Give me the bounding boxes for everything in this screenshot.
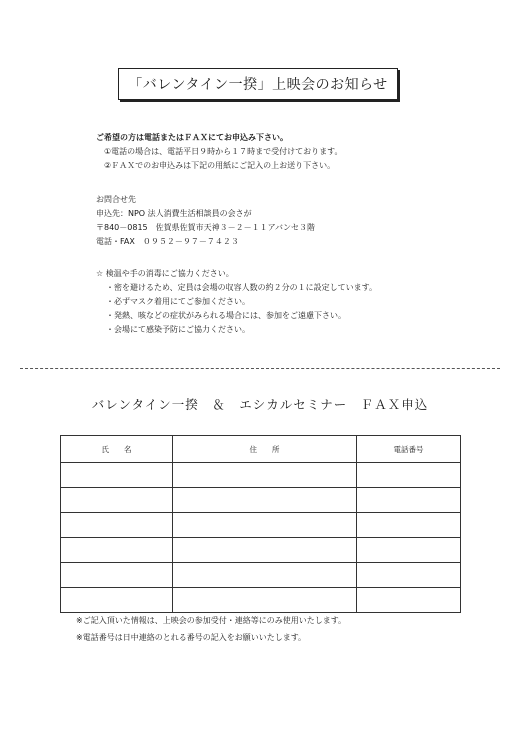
address-cell[interactable] bbox=[173, 463, 357, 488]
name-cell[interactable] bbox=[61, 513, 173, 538]
contact-address: 〒840－0815 佐賀県佐賀市天神３－２－１１アバンセ３階 bbox=[96, 223, 315, 232]
name-cell[interactable] bbox=[61, 463, 173, 488]
contact-section bbox=[96, 193, 315, 249]
column-header-address: 住 所 bbox=[173, 436, 357, 463]
precautions-section bbox=[96, 267, 377, 337]
precaution-item: ・密を避けるため、定員は会場の収容人数の約２分の１に設定しています。 bbox=[106, 283, 378, 292]
contact-heading: お問合せ先 bbox=[96, 195, 136, 204]
fax-application-table bbox=[60, 435, 461, 613]
fax-form-title: バレンタイン一揆 ＆ エシカルセミナー ＦＡＸ申込 bbox=[91, 397, 429, 412]
name-cell[interactable] bbox=[61, 588, 173, 613]
phone-cell[interactable] bbox=[357, 488, 461, 513]
application-section bbox=[96, 131, 343, 173]
column-header-name: 氏 名 bbox=[61, 436, 173, 463]
address-cell[interactable] bbox=[173, 538, 357, 563]
contact-org: 申込先：NPO 法人消費生活相談員の会さが bbox=[96, 209, 252, 218]
footnote-privacy: ※ご記入頂いた情報は、上映会の参加受付・連絡等にのみ使用いたします。 bbox=[76, 616, 347, 625]
application-heading: ご希望の方は電話またはＦＡＸにてお申込み下さい。 bbox=[96, 133, 288, 142]
name-cell[interactable] bbox=[61, 563, 173, 588]
application-item-phone: ①電話の場合は、電話平日９時から１７時まで受付けております。 bbox=[104, 147, 343, 156]
cut-line bbox=[20, 368, 500, 369]
footnote-phone: ※電話番号は日中連絡のとれる番号の記入をお願いいたします。 bbox=[76, 633, 307, 642]
phone-cell[interactable] bbox=[357, 588, 461, 613]
contact-phone: 電話・FAX ０９５２－９７－７４２３ bbox=[96, 237, 239, 246]
phone-cell[interactable] bbox=[357, 538, 461, 563]
address-cell[interactable] bbox=[173, 588, 357, 613]
table-row bbox=[61, 513, 461, 538]
table-row bbox=[61, 588, 461, 613]
phone-cell[interactable] bbox=[357, 513, 461, 538]
precaution-item: ・発熱、咳などの症状がみられる場合には、参加をご遠慮下さい。 bbox=[106, 311, 346, 320]
phone-cell[interactable] bbox=[357, 463, 461, 488]
footnotes bbox=[76, 612, 346, 646]
precaution-item: ・必ずマスク着用にてご参加ください。 bbox=[106, 297, 250, 306]
address-cell[interactable] bbox=[173, 488, 357, 513]
precaution-item: ・会場にて感染予防にご協力ください。 bbox=[106, 325, 250, 334]
address-cell[interactable] bbox=[173, 563, 357, 588]
notice-title: 「バレンタイン一揆」上映会のお知らせ bbox=[118, 68, 398, 100]
address-cell[interactable] bbox=[173, 513, 357, 538]
table-row bbox=[61, 563, 461, 588]
precautions-heading: ☆ 検温や手の消毒にご協力ください。 bbox=[96, 269, 234, 278]
table-row bbox=[61, 463, 461, 488]
application-item-fax: ②ＦＡＸでのお申込みは下記の用紙にご記入の上お送り下さい。 bbox=[104, 161, 336, 170]
table-row bbox=[61, 488, 461, 513]
name-cell[interactable] bbox=[61, 538, 173, 563]
phone-cell[interactable] bbox=[357, 563, 461, 588]
name-cell[interactable] bbox=[61, 488, 173, 513]
table-row bbox=[61, 538, 461, 563]
column-header-phone: 電話番号 bbox=[357, 436, 461, 463]
